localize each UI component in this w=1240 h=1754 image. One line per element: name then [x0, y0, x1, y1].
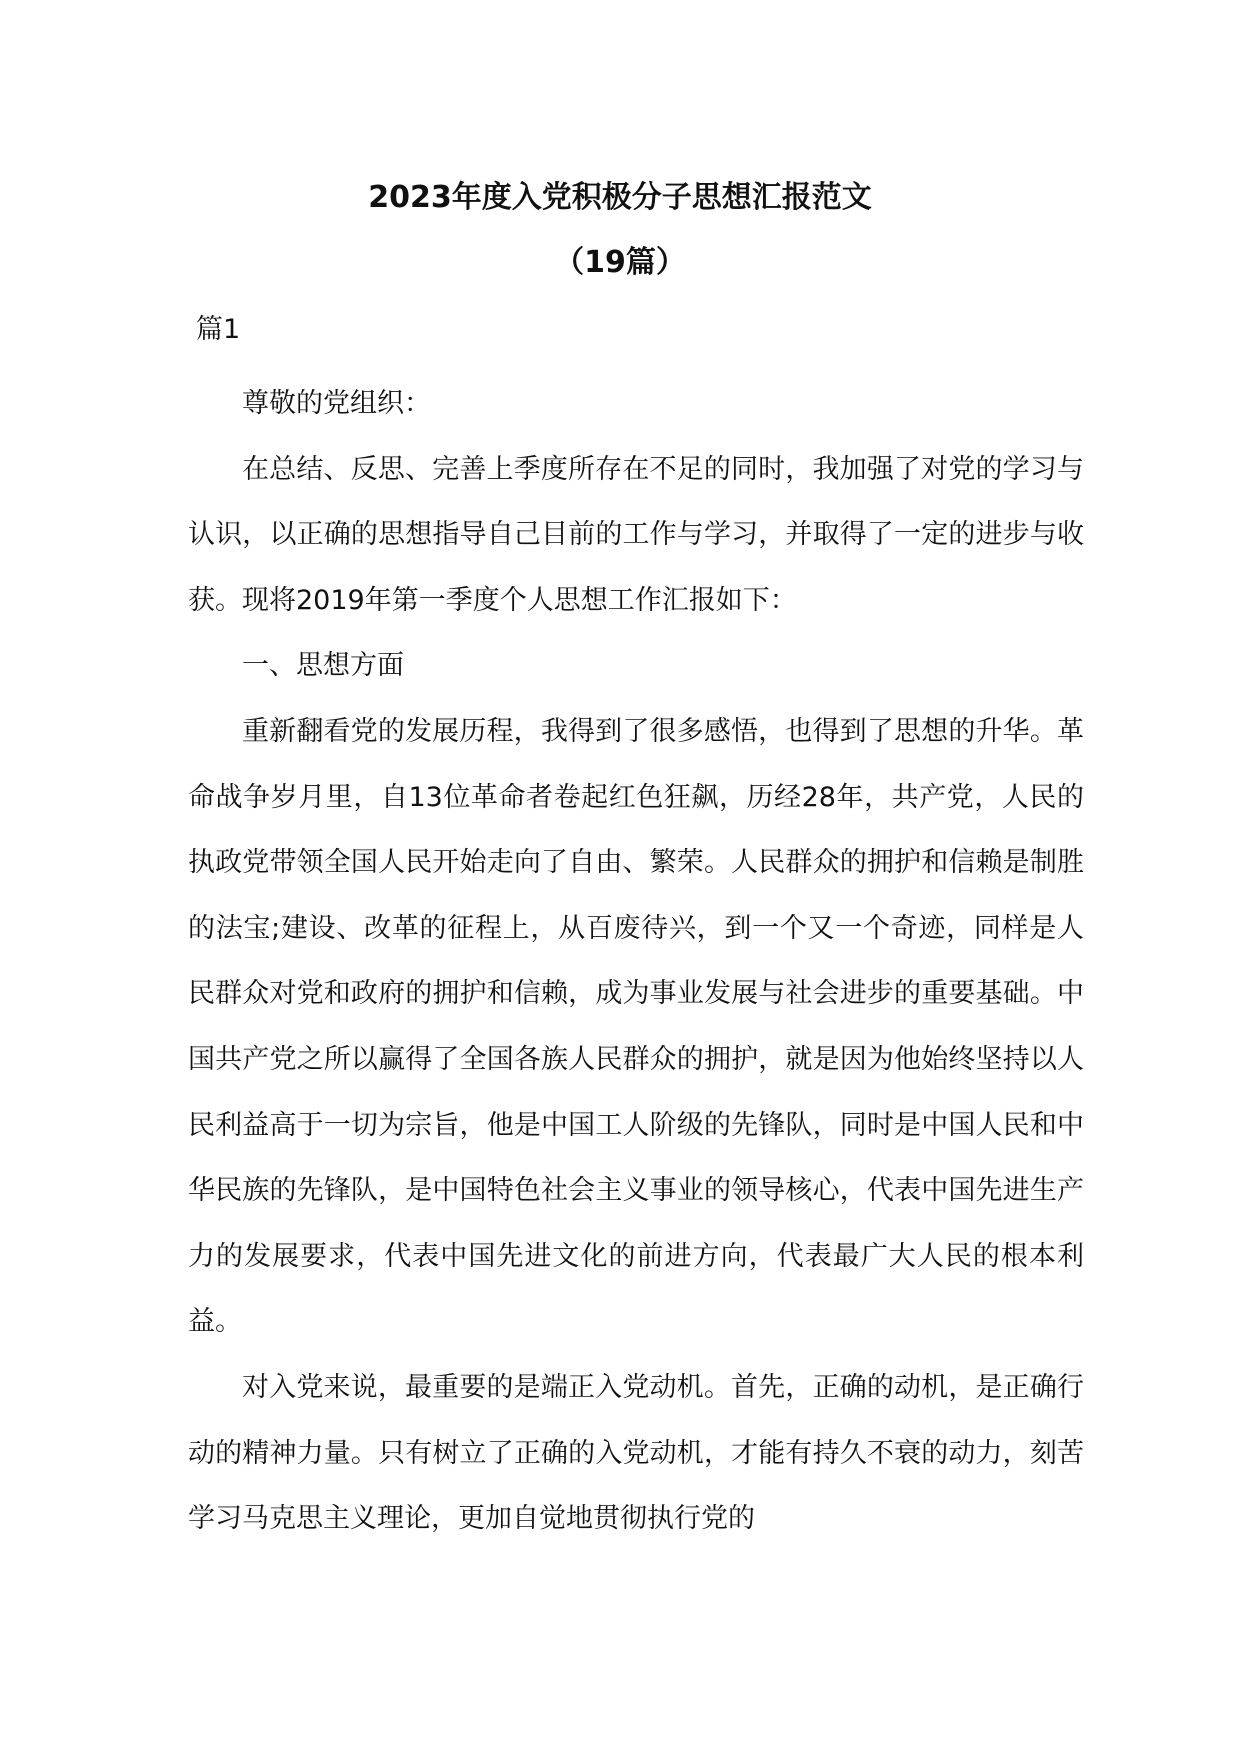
document-subtitle: （19篇） — [554, 245, 686, 280]
document-title: 2023年度入党积极分子思想汇报范文 — [368, 180, 872, 215]
section-heading: 一、思想方面 — [242, 650, 404, 682]
body-paragraph: 对入党来说，最重要的是端正入党动机。首先，正确的动机，是正确行动的精神力量。只有树立了正确的入党动机，才能有持久不衰的动力，刻苦学习马克思主义理论，更加自觉地贯彻执行党的 — [188, 1371, 1084, 1535]
body-paragraph: 在总结、反思、完善上季度所存在不足的同时，我加强了对党的学习与认识，以正确的思想指导自己目前的工作与学习，并取得了一定的进步与收获。现将2019年第一季度个人思想工作汇报如下： — [188, 453, 1084, 616]
salutation-paragraph: 尊敬的党组织： — [242, 388, 431, 419]
document-body — [188, 371, 1084, 1552]
body-paragraph: 重新翻看党的发展历程，我得到了很多感悟，也得到了思想的升华。革命战争岁月里，自13位革命者卷起红色狂飙，历经28年，共产党，人民的执政党带领全国人民开始走向了自由、繁荣。人民群众的拥护和信赖是制胜的法宝;建设、改革的征程上，从百废待兴，到一个又一个奇迹，同样是人民群众对党和政府的拥护和信赖，成为事业发展与社会进步的重要基础。中国共产党之所以赢得了全国各族人民群众的拥护，就是因为他始终坚持以人民利益高于一切为宗旨，他是中国工人阶级的先锋队，同时是中国人民和中华民族的先锋队，是中国特色社会主义事业的领导核心，代表中国先进生产力的发展要求，代表中国先进文化的前进方向，代表最广大人民的根本利益。 — [188, 715, 1084, 1338]
section-label: 篇1 — [196, 314, 241, 345]
